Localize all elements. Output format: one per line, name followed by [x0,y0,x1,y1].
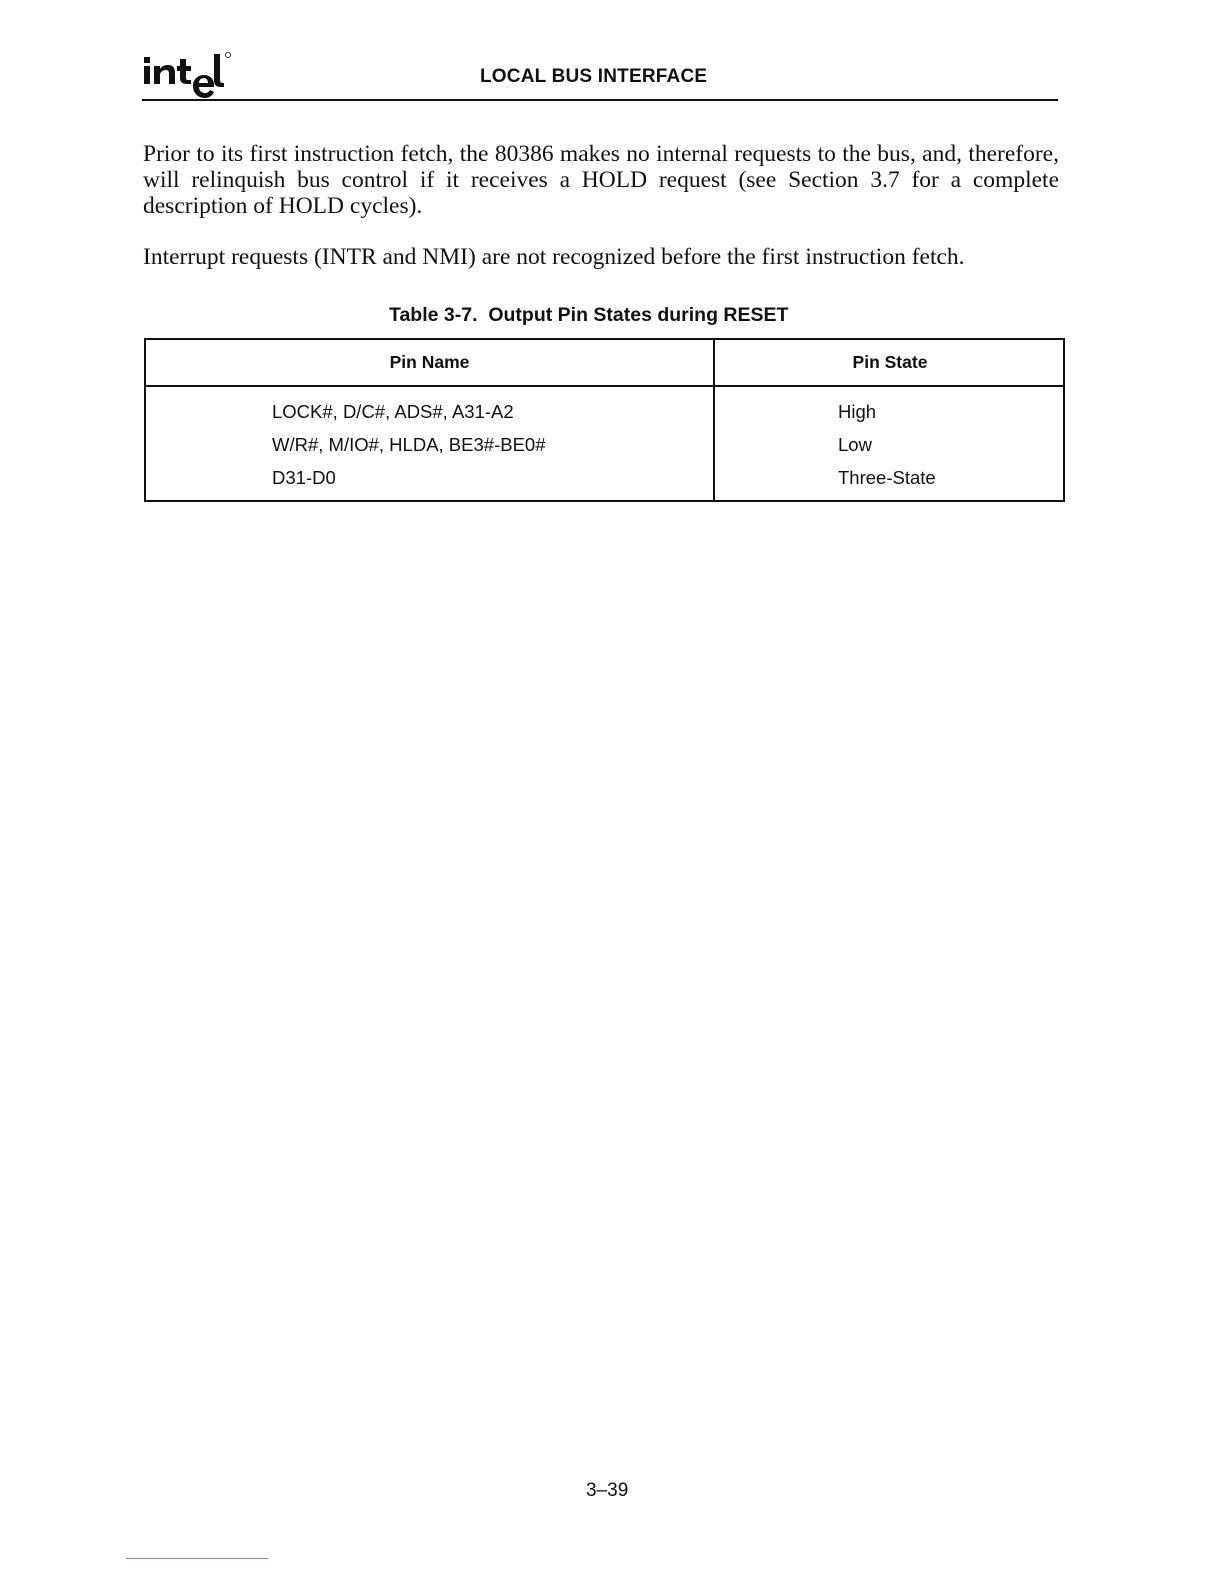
table-header-divider [146,385,1063,387]
intel-logo [142,48,232,100]
table-caption: Table 3-7. Output Pin States during RESET [389,304,789,326]
table-cell-pin-state: Low [838,434,872,455]
table-cell-pin-name: LOCK#, D/C#, ADS#, A31-A2 [272,401,514,422]
table-cell-pin-name: D31-D0 [272,467,336,488]
table-cell-pin-state: High [838,401,877,422]
column-header-pin-state: Pin State [852,352,928,372]
table-cell-pin-name: W/R#, M/IO#, HLDA, BE3#-BE0# [272,434,546,455]
paragraph-hold-request: Prior to its first instruction fetch, the 80386 makes no internal requests to the bus, and, therefore, will relinquish bus control if it receives a HOLD request (see Section 3.7 for a complete description of HOLD cycles). [143,141,1059,219]
header-rule [142,99,1058,101]
table-cell-pin-state: Three-State [838,467,936,488]
column-header-pin-name: Pin Name [389,352,470,372]
footer-rule [126,1558,268,1559]
paragraph-interrupt-requests: Interrupt requests (INTR and NMI) are not recognized before the first instruction fetch. [143,244,965,270]
pin-state-table [144,338,1065,502]
page-number: 3–39 [586,1480,629,1501]
running-head: LOCAL BUS INTERFACE [480,66,708,87]
